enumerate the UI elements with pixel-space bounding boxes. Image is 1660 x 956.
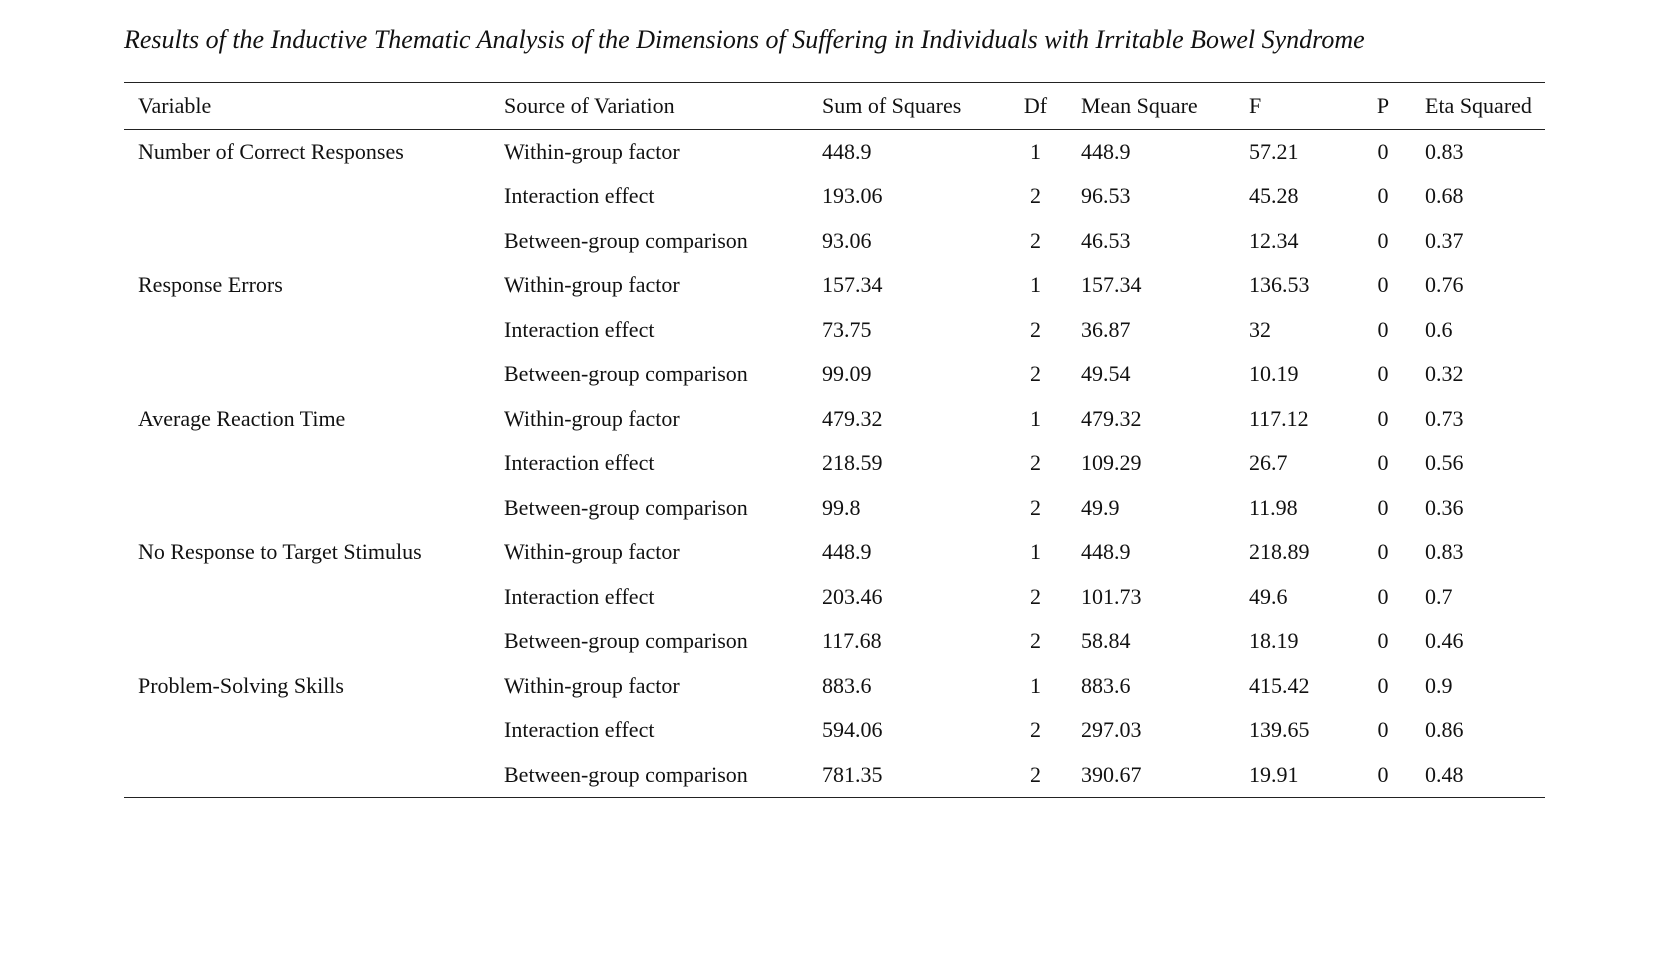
cell-p: 0 <box>1377 450 1389 476</box>
cell-eta-squared: 0.68 <box>1425 183 1464 209</box>
cell-sum-of-squares: 781.35 <box>808 753 1004 798</box>
cell-variable: Number of Correct Responses <box>138 139 404 164</box>
cell-source: Between-group comparison <box>490 753 808 798</box>
cell-df: 1 <box>1030 539 1041 565</box>
table-body <box>124 130 1545 798</box>
cell-eta-squared: 0.6 <box>1425 316 1453 342</box>
header-row <box>124 83 1545 130</box>
cell-f: 415.42 <box>1249 672 1310 698</box>
cell-df: 1 <box>1030 272 1041 298</box>
cell-source: Within-group factor <box>504 539 680 565</box>
header-eta-squared: Eta Squared <box>1413 83 1545 130</box>
cell-f: 10.19 <box>1249 361 1299 387</box>
cell-df: 2 <box>1030 450 1041 476</box>
cell-sum-of-squares: 73.75 <box>822 316 872 342</box>
cell-variable <box>124 174 490 219</box>
cell-source: Interaction effect <box>504 450 655 476</box>
cell-source: Within-group factor <box>504 139 680 164</box>
cell-eta-squared: 0.48 <box>1413 753 1545 798</box>
table-row <box>124 130 1545 175</box>
cell-df: 2 <box>1030 316 1041 342</box>
cell-variable <box>124 352 490 397</box>
cell-sum-of-squares: 193.06 <box>822 183 883 209</box>
cell-source: Between-group comparison <box>504 361 748 387</box>
cell-df: 2 <box>1030 583 1041 609</box>
cell-p: 0 <box>1377 316 1389 342</box>
cell-f: 12.34 <box>1249 227 1299 253</box>
cell-mean-square: 448.9 <box>1081 139 1131 164</box>
cell-df: 2 <box>1030 628 1041 654</box>
table-row <box>124 174 1545 219</box>
cell-sum-of-squares: 99.8 <box>822 494 861 520</box>
cell-p: 0 <box>1377 494 1389 520</box>
cell-eta-squared: 0.46 <box>1425 628 1464 654</box>
cell-sum-of-squares: 218.59 <box>822 450 883 476</box>
cell-p: 0 <box>1377 227 1389 253</box>
cell-p: 0 <box>1377 672 1389 698</box>
cell-mean-square: 46.53 <box>1081 227 1131 253</box>
cell-df: 1 <box>1030 139 1041 164</box>
cell-variable <box>124 486 490 531</box>
cell-f: 57.21 <box>1249 139 1299 164</box>
cell-eta-squared: 0.32 <box>1425 361 1464 387</box>
table-row <box>124 708 1545 753</box>
cell-mean-square: 448.9 <box>1081 539 1131 565</box>
cell-p: 0 <box>1377 405 1389 431</box>
table-row <box>124 219 1545 264</box>
cell-p: 0 <box>1377 539 1389 565</box>
table-header <box>124 83 1545 130</box>
cell-mean-square: 109.29 <box>1081 450 1142 476</box>
cell-eta-squared: 0.76 <box>1425 272 1464 298</box>
cell-f: 139.65 <box>1249 717 1310 743</box>
cell-df: 2 <box>1030 183 1041 209</box>
cell-f: 45.28 <box>1249 183 1299 209</box>
cell-source: Interaction effect <box>504 183 655 209</box>
cell-eta-squared: 0.7 <box>1425 583 1453 609</box>
cell-eta-squared: 0.83 <box>1425 139 1464 164</box>
cell-mean-square: 49.54 <box>1081 361 1131 387</box>
cell-f: 11.98 <box>1249 494 1298 520</box>
cell-mean-square: 390.67 <box>1067 753 1235 798</box>
header-variable: Variable <box>124 83 490 130</box>
cell-p: 0 <box>1377 272 1389 298</box>
cell-mean-square: 157.34 <box>1081 272 1142 298</box>
table-row <box>124 619 1545 664</box>
cell-source: Between-group comparison <box>504 494 748 520</box>
cell-df: 2 <box>1004 753 1067 798</box>
table-caption: Results of the Inductive Thematic Analysis of the Dimensions of Suffering in Individuals with Irritable Bowel Syndrome <box>124 25 1365 54</box>
table-row <box>124 530 1545 575</box>
cell-p: 0 <box>1377 628 1389 654</box>
cell-sum-of-squares: 93.06 <box>822 227 872 253</box>
table-row <box>124 753 1545 798</box>
cell-sum-of-squares: 448.9 <box>822 539 872 565</box>
cell-variable <box>124 619 490 664</box>
cell-sum-of-squares: 448.9 <box>822 139 872 164</box>
header-mean-square: Mean Square <box>1067 83 1235 130</box>
cell-sum-of-squares: 203.46 <box>822 583 883 609</box>
cell-eta-squared: 0.83 <box>1425 539 1464 565</box>
cell-sum-of-squares: 883.6 <box>822 672 872 698</box>
cell-mean-square: 58.84 <box>1081 628 1131 654</box>
cell-mean-square: 297.03 <box>1081 717 1142 743</box>
cell-mean-square: 49.9 <box>1081 494 1120 520</box>
cell-f: 26.7 <box>1249 450 1288 476</box>
header-df: Df <box>1004 83 1067 130</box>
cell-mean-square: 96.53 <box>1081 183 1131 209</box>
cell-eta-squared: 0.9 <box>1425 672 1453 698</box>
cell-f: 117.12 <box>1249 405 1309 431</box>
table-row <box>124 486 1545 531</box>
cell-source: Within-group factor <box>504 672 680 698</box>
table-row <box>124 664 1545 709</box>
cell-p: 0 <box>1377 139 1389 164</box>
cell-p: 0 <box>1377 361 1389 387</box>
results-table <box>124 82 1545 798</box>
cell-p: 0 <box>1377 583 1389 609</box>
cell-variable: Response Errors <box>138 272 283 298</box>
header-source-of-variation: Source of Variation <box>490 83 808 130</box>
cell-eta-squared: 0.56 <box>1425 450 1464 476</box>
cell-df: 2 <box>1030 717 1041 743</box>
cell-variable <box>124 708 490 753</box>
cell-f: 18.19 <box>1249 628 1299 654</box>
cell-df: 1 <box>1030 672 1041 698</box>
cell-f: 49.6 <box>1249 583 1288 609</box>
cell-p: 0 <box>1377 717 1389 743</box>
cell-mean-square: 479.32 <box>1081 405 1142 431</box>
cell-variable <box>124 575 490 620</box>
cell-variable <box>124 308 490 353</box>
cell-sum-of-squares: 117.68 <box>822 628 882 654</box>
cell-source: Interaction effect <box>504 316 655 342</box>
cell-sum-of-squares: 594.06 <box>822 717 883 743</box>
table-row <box>124 263 1545 308</box>
cell-variable: No Response to Target Stimulus <box>138 539 422 565</box>
cell-sum-of-squares: 479.32 <box>822 405 883 431</box>
cell-mean-square: 101.73 <box>1081 583 1142 609</box>
cell-variable <box>124 753 490 798</box>
table-row <box>124 308 1545 353</box>
cell-eta-squared: 0.36 <box>1425 494 1464 520</box>
cell-eta-squared: 0.73 <box>1425 405 1464 431</box>
table-row <box>124 441 1545 486</box>
cell-mean-square: 36.87 <box>1081 316 1131 342</box>
table-row <box>124 575 1545 620</box>
cell-p: 0 <box>1377 183 1389 209</box>
cell-variable: Problem-Solving Skills <box>138 672 344 698</box>
header-f: F <box>1235 83 1353 130</box>
table-row <box>124 352 1545 397</box>
table-row <box>124 397 1545 442</box>
cell-df: 1 <box>1030 405 1041 431</box>
cell-f: 136.53 <box>1249 272 1310 298</box>
cell-f: 218.89 <box>1249 539 1310 565</box>
cell-source: Within-group factor <box>504 272 680 298</box>
cell-source: Between-group comparison <box>504 227 748 253</box>
cell-sum-of-squares: 157.34 <box>822 272 883 298</box>
cell-source: Within-group factor <box>504 405 680 431</box>
cell-sum-of-squares: 99.09 <box>822 361 872 387</box>
cell-f: 32 <box>1249 316 1271 342</box>
cell-df: 2 <box>1030 494 1041 520</box>
cell-variable: Average Reaction Time <box>138 405 346 431</box>
header-p: P <box>1353 83 1413 130</box>
cell-p: 0 <box>1353 753 1413 798</box>
header-sum-of-squares: Sum of Squares <box>808 83 1004 130</box>
cell-df: 2 <box>1030 361 1041 387</box>
cell-f: 19.91 <box>1235 753 1353 798</box>
cell-eta-squared: 0.86 <box>1425 717 1464 743</box>
cell-variable <box>124 219 490 264</box>
cell-source: Between-group comparison <box>504 628 748 654</box>
cell-mean-square: 883.6 <box>1081 672 1131 698</box>
cell-source: Interaction effect <box>504 717 655 743</box>
cell-df: 2 <box>1030 227 1041 253</box>
cell-eta-squared: 0.37 <box>1425 227 1464 253</box>
cell-variable <box>124 441 490 486</box>
cell-source: Interaction effect <box>504 583 655 609</box>
